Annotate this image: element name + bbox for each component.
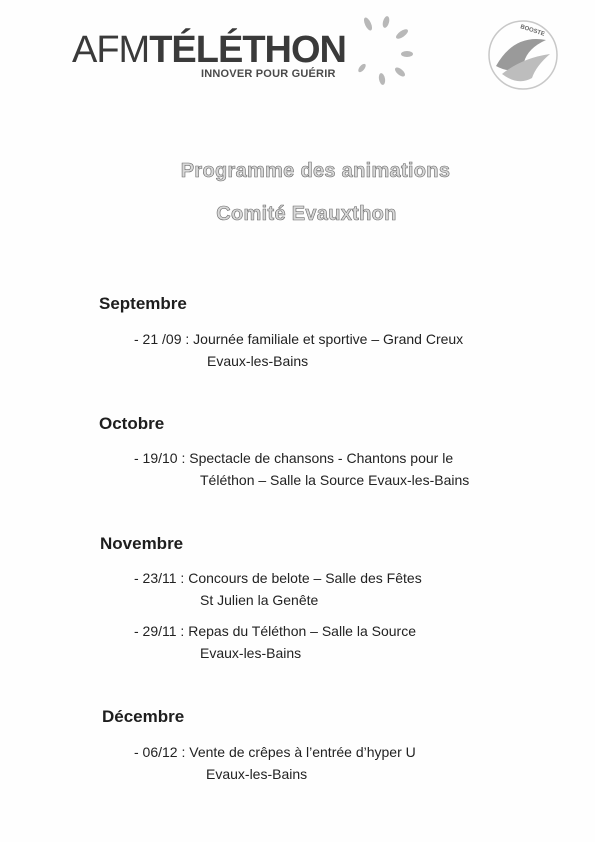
event-title: Repas du Téléthon – Salle la Source — [188, 623, 416, 639]
event-title: Concours de belote – Salle des Fêtes — [188, 570, 422, 586]
event-title: Journée familiale et sportive – Grand Creux — [193, 331, 464, 347]
event-location: St Julien la Genête — [200, 592, 319, 608]
event-title: Vente de crêpes à l’entrée d’hyper U — [189, 744, 416, 760]
event-item — [134, 741, 416, 785]
event-location: Téléthon – Salle la Source Evaux-les-Bains — [200, 472, 470, 488]
month-heading: Septembre — [99, 294, 187, 313]
logo-tagline: INNOVER POUR GUÉRIR — [201, 68, 336, 80]
event-date: - 06/12 : — [134, 744, 186, 760]
committee-title: Comité Evauxthon — [216, 203, 397, 225]
event-title: Spectacle de chansons - Chantons pour le — [189, 450, 454, 466]
booste-logo-icon — [484, 14, 562, 96]
event-date: - 19/10 : — [134, 450, 186, 466]
month-heading: Novembre — [100, 534, 184, 553]
afm-telethon-logo — [72, 30, 346, 70]
logo-telethon: TÉLÉTHON — [149, 29, 346, 71]
event-item — [134, 328, 463, 372]
event-date: - 29/11 : — [134, 623, 185, 639]
event-location: Evaux-les-Bains — [200, 645, 302, 661]
event-date: - 23/11 : — [134, 570, 185, 586]
event-location: Evaux-les-Bains — [206, 766, 308, 782]
month-heading: Décembre — [102, 707, 185, 726]
logo-afm: AFM — [72, 29, 150, 71]
event-item — [134, 447, 469, 491]
booste-text: BOOSTE — [519, 24, 546, 38]
event-item — [134, 567, 422, 611]
event-date: - 21 /09 : — [134, 331, 190, 347]
event-location: Evaux-les-Bains — [207, 353, 309, 369]
program-title: Programme des animations — [180, 160, 451, 182]
event-item — [134, 620, 416, 664]
month-heading: Octobre — [99, 414, 165, 433]
sun-rays-icon — [352, 16, 414, 86]
